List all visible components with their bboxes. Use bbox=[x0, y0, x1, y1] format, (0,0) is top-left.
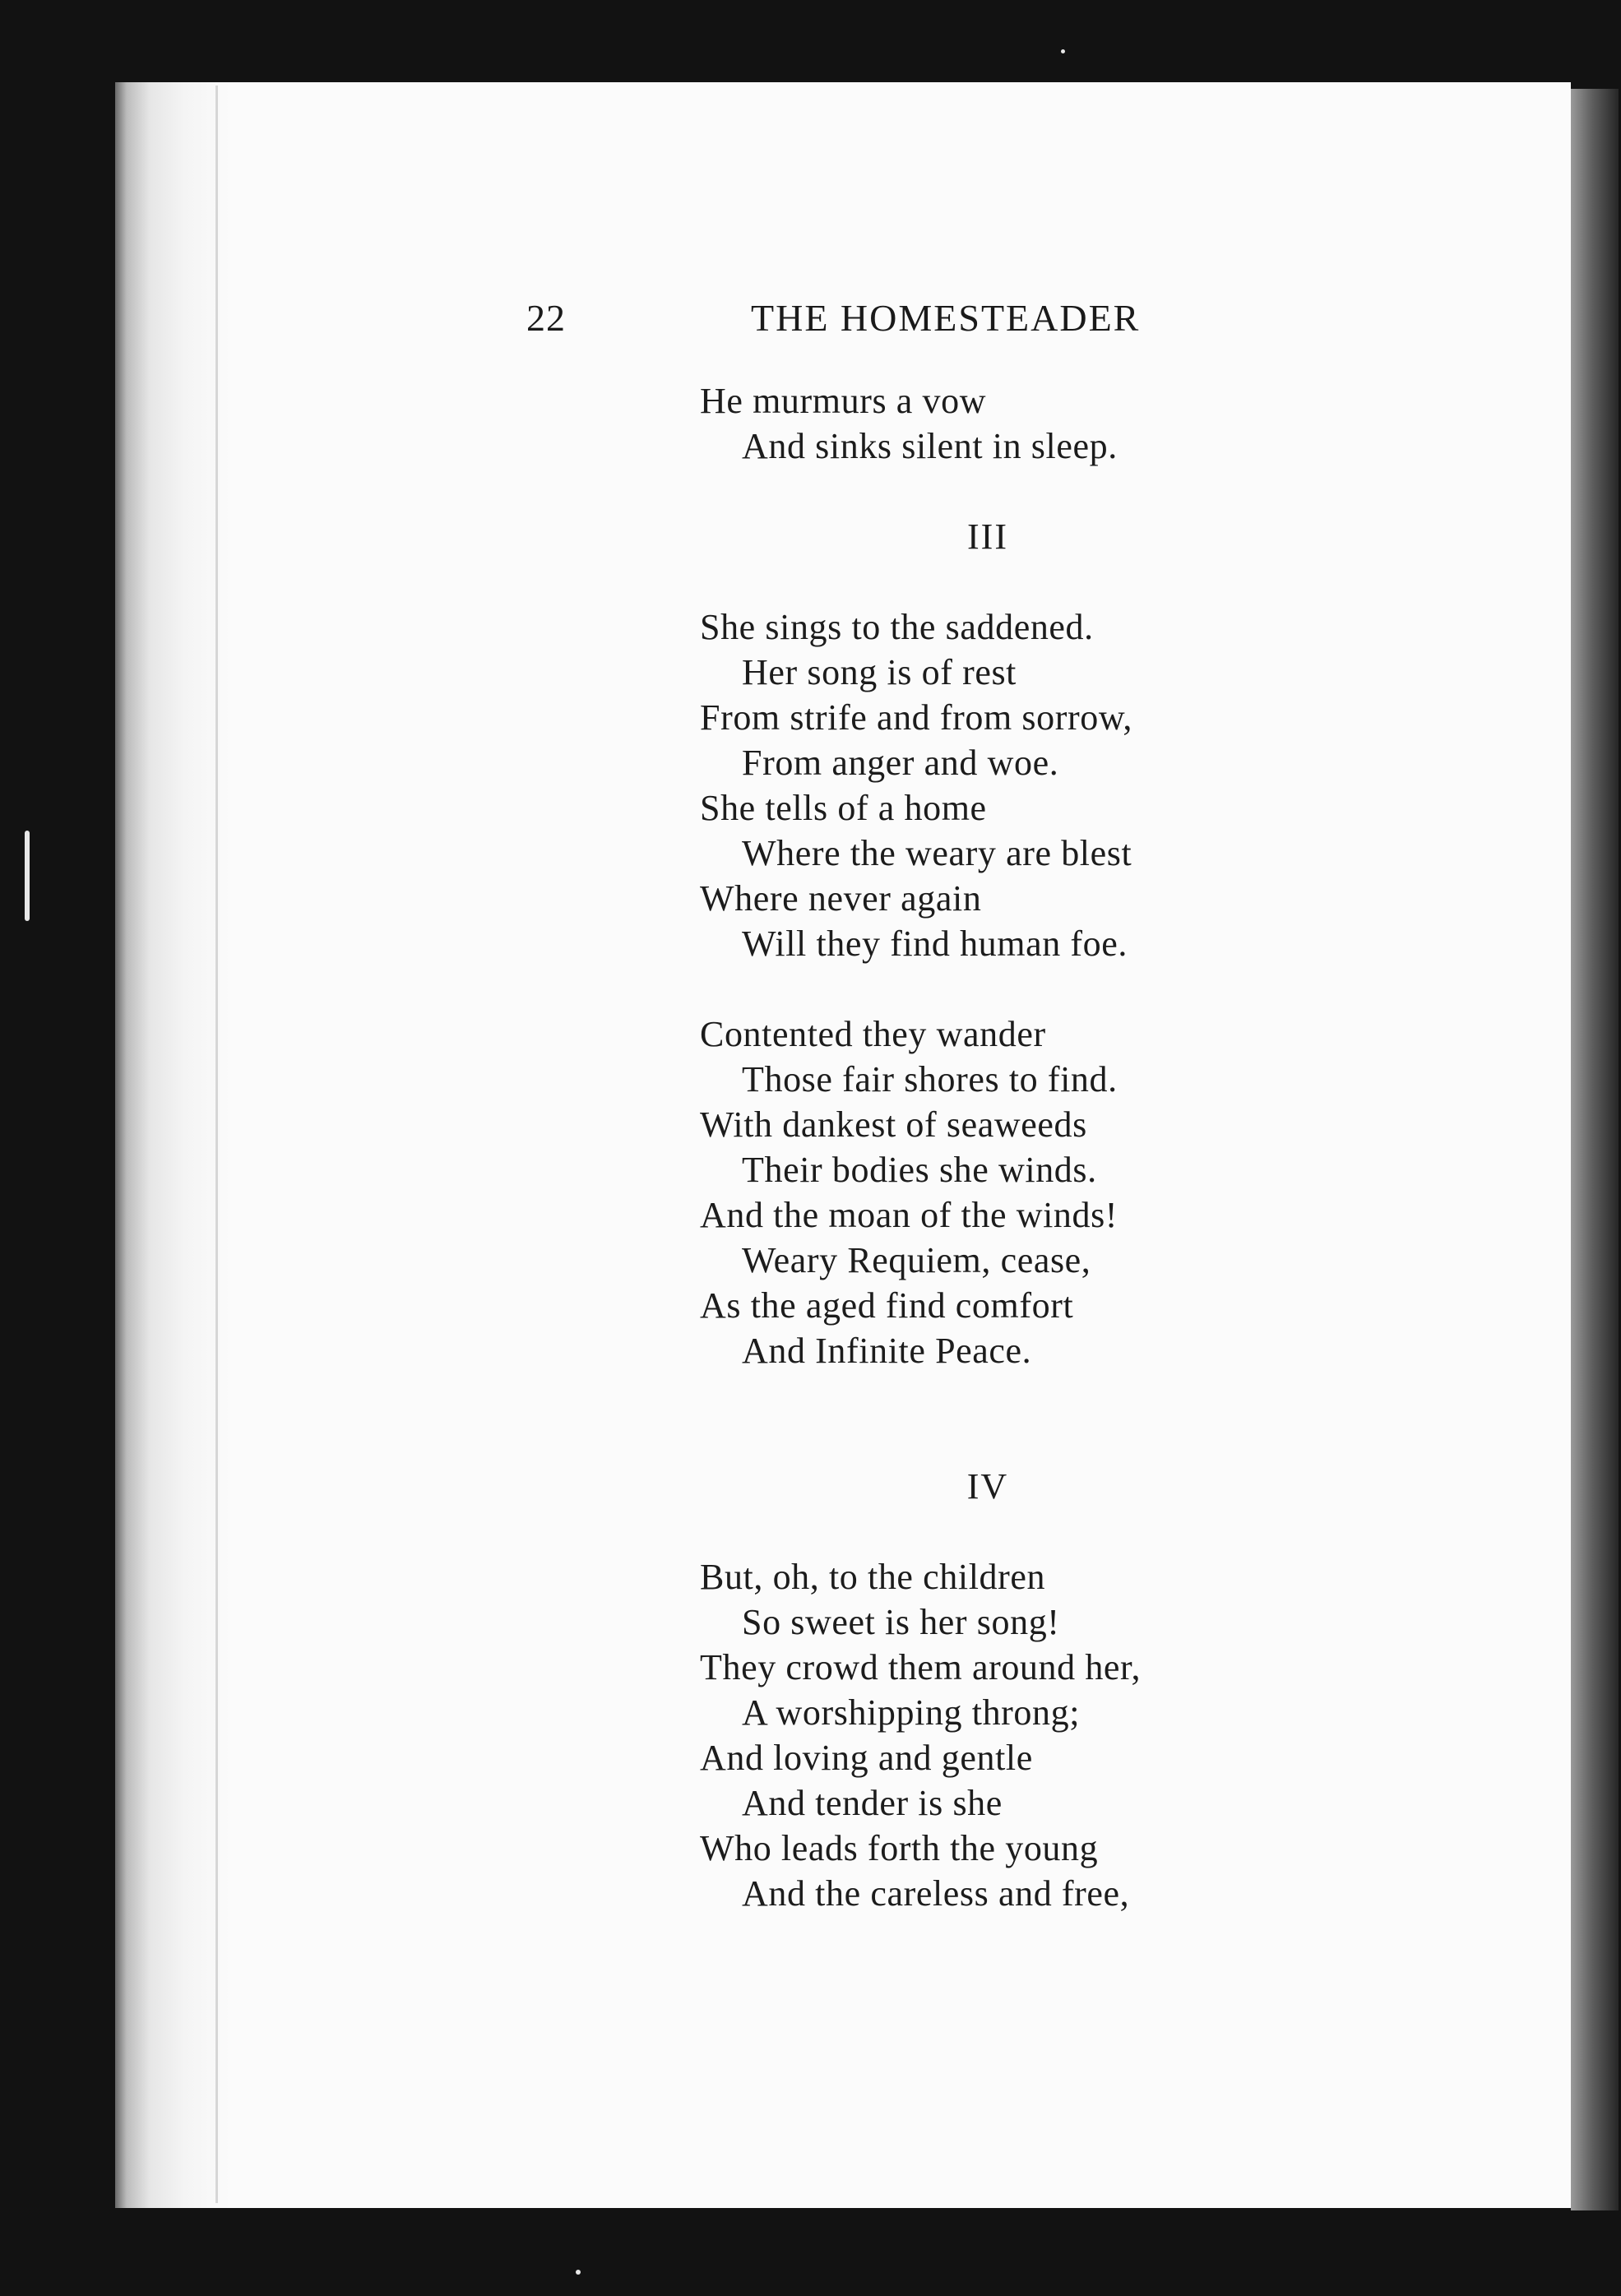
poem-line: With dankest of seaweeds bbox=[700, 1104, 1087, 1145]
poem-line: She tells of a home bbox=[700, 788, 987, 828]
page-gutter-line bbox=[215, 86, 218, 2203]
poem-line: Those fair shores to find. bbox=[742, 1059, 1118, 1099]
scan-artifact bbox=[576, 2270, 581, 2275]
poem-line: Who leads forth the young bbox=[700, 1828, 1099, 1868]
poem-line: So sweet is her song! bbox=[742, 1602, 1060, 1642]
poem-line: And Infinite Peace. bbox=[742, 1331, 1032, 1371]
poem-line: And tender is she bbox=[742, 1783, 1003, 1823]
section-heading: IV bbox=[966, 1466, 1009, 1507]
page-number: 22 bbox=[526, 297, 566, 339]
section-heading: III bbox=[967, 516, 1008, 557]
poem-line: Their bodies she winds. bbox=[742, 1150, 1097, 1190]
poem-line: From strife and from sorrow, bbox=[700, 697, 1132, 738]
poem-line: And sinks silent in sleep. bbox=[742, 426, 1118, 466]
poem-line: She sings to the saddened. bbox=[700, 607, 1094, 647]
poem-line: Her song is of rest bbox=[742, 652, 1017, 692]
page-edge-shadow bbox=[1571, 89, 1619, 2210]
scan-artifact bbox=[25, 831, 30, 921]
poem-line: Where the weary are blest bbox=[742, 833, 1132, 873]
poem-line: As the aged find comfort bbox=[700, 1285, 1074, 1326]
poem-line: Weary Requiem, cease, bbox=[742, 1240, 1091, 1280]
poem-line: But, oh, to the children bbox=[700, 1557, 1046, 1597]
poem-line: And loving and gentle bbox=[700, 1738, 1033, 1778]
poem-line: Where never again bbox=[700, 878, 982, 919]
poem-line: He murmurs a vow bbox=[700, 381, 987, 421]
running-head bbox=[0, 296, 1621, 345]
poem-line: A worshipping throng; bbox=[742, 1692, 1081, 1733]
page-gutter-shadow bbox=[115, 82, 230, 2208]
poem-line: From anger and woe. bbox=[742, 743, 1059, 783]
scan-artifact bbox=[1061, 49, 1065, 53]
poem-line: Will they find human foe. bbox=[742, 923, 1128, 964]
poem-line: Contented they wander bbox=[700, 1014, 1046, 1054]
poem-line: And the careless and free, bbox=[742, 1873, 1130, 1914]
poem-line: And the moan of the winds! bbox=[700, 1195, 1118, 1235]
page-title: THE HOMESTEADER bbox=[751, 297, 1141, 339]
poem-line: They crowd them around her, bbox=[700, 1647, 1142, 1687]
